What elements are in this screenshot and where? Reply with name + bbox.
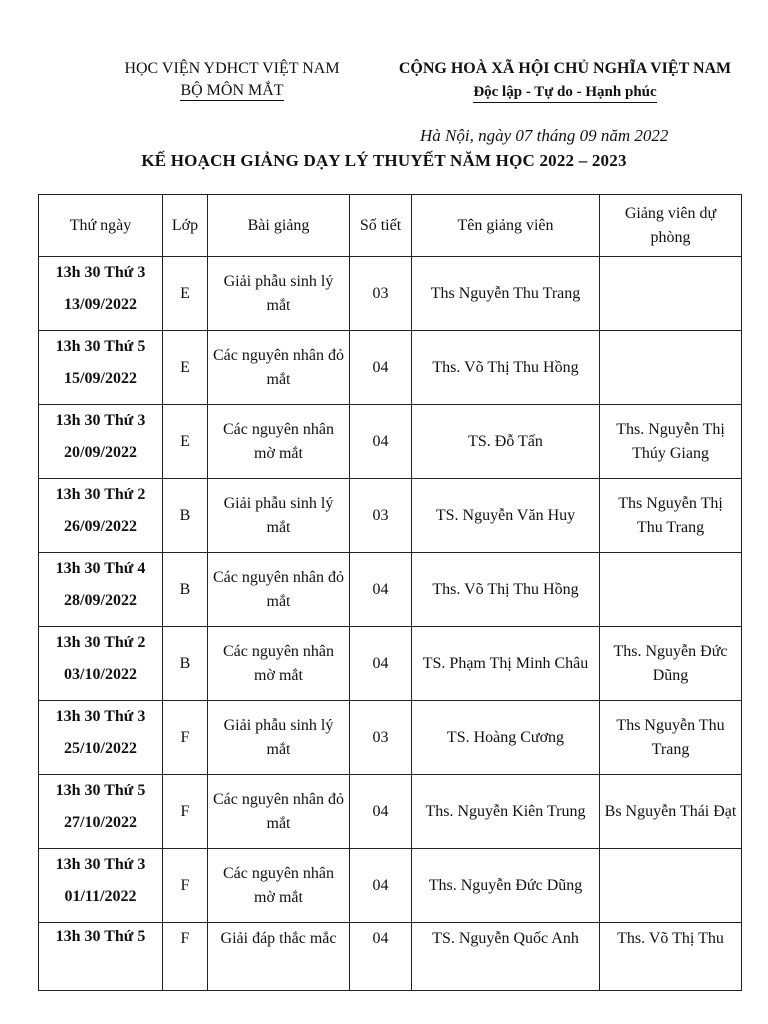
cell-lecturer: Ths Nguyễn Thu Trang [412,257,600,331]
table-row [39,257,742,331]
cell-class: B [163,627,208,701]
cell-lecture: Giải phẫu sinh lý mắt [208,479,350,553]
document-title: KẾ HOẠCH GIẢNG DẠY LÝ THUYẾT NĂM HỌC 2022 – 2023 [141,151,627,170]
table-header-row [39,195,742,257]
cell-lecturer: TS. Nguyễn Văn Huy [412,479,600,553]
cell-lecture: Giải đáp thắc mắc [208,923,350,991]
cell-periods: 03 [350,257,412,331]
cell-periods: 04 [350,627,412,701]
cell-date [39,479,163,553]
cell-date [39,775,163,849]
cell-day: 25/10/2022 [64,740,137,757]
cell-backup: Bs Nguyễn Thái Đạt [600,775,742,849]
cell-lecturer: Ths. Nguyễn Đức Dũng [412,849,600,923]
cell-lecture: Giải phẫu sinh lý mắt [208,257,350,331]
cell-lecture: Các nguyên nhân đỏ mắt [208,331,350,405]
cell-class: E [163,257,208,331]
cell-date [39,627,163,701]
table-row [39,775,742,849]
teaching-plan-table [38,194,742,991]
cell-periods: 03 [350,701,412,775]
cell-date [39,923,163,991]
cell-backup: Ths. Nguyễn Đức Dũng [600,627,742,701]
cell-periods: 04 [350,553,412,627]
cell-periods: 03 [350,479,412,553]
cell-lecturer: Ths. Võ Thị Thu Hồng [412,553,600,627]
cell-backup: Ths. Nguyễn Thị Thúy Giang [600,405,742,479]
cell-class: F [163,701,208,775]
cell-day: 26/09/2022 [64,518,137,535]
national-header [388,58,742,103]
table-row [39,405,742,479]
cell-day: 15/09/2022 [64,370,137,387]
cell-date [39,405,163,479]
column-header-lecturer: Tên giảng viên [412,195,600,257]
cell-lecturer: Ths. Võ Thị Thu Hồng [412,331,600,405]
cell-time: 13h 30 Thứ 3 [55,412,146,429]
cell-periods: 04 [350,923,412,991]
cell-date [39,331,163,405]
cell-periods: 04 [350,775,412,849]
column-header-backup: Giảng viên dự phòng [600,195,742,257]
table-row [39,701,742,775]
cell-class: F [163,775,208,849]
department-name: BỘ MÔN MẮT [180,82,284,99]
cell-time: 13h 30 Thứ 3 [55,264,146,281]
column-header-date: Thứ ngày [39,195,163,257]
cell-date [39,553,163,627]
cell-time: 13h 30 Thứ 2 [55,634,146,651]
cell-day: 13/09/2022 [64,296,137,313]
column-header-class: Lớp [163,195,208,257]
cell-class: B [163,479,208,553]
place-date: Hà Nội, ngày 07 tháng 09 năm 2022 [420,126,669,145]
cell-time: 13h 30 Thứ 3 [55,708,146,725]
cell-date [39,257,163,331]
table-row [39,849,742,923]
cell-lecture: Các nguyên nhân mờ mắt [208,627,350,701]
cell-backup [600,331,742,405]
cell-lecturer: TS. Đỗ Tấn [412,405,600,479]
cell-lecturer: TS. Phạm Thị Minh Châu [412,627,600,701]
cell-lecture: Các nguyên nhân mờ mắt [208,405,350,479]
cell-class: B [163,553,208,627]
cell-lecture: Các nguyên nhân đỏ mắt [208,775,350,849]
country-name: CỘNG HOÀ XÃ HỘI CHỦ NGHĨA VIỆT NAM [398,60,732,77]
cell-lecture: Giải phẫu sinh lý mắt [208,701,350,775]
cell-day: 27/10/2022 [64,814,137,831]
table-row [39,479,742,553]
cell-backup: Ths Nguyễn Thu Trang [600,701,742,775]
cell-backup: Ths. Võ Thị Thu [600,923,742,991]
table-row [39,627,742,701]
table-row [39,553,742,627]
cell-periods: 04 [350,849,412,923]
cell-time: 13h 30 Thứ 3 [55,856,146,873]
cell-day: 28/09/2022 [64,592,137,609]
institution-header [104,58,360,102]
cell-backup [600,257,742,331]
cell-date [39,849,163,923]
cell-lecturer: TS. Nguyễn Quốc Anh [412,923,600,991]
cell-backup [600,849,742,923]
cell-time: 13h 30 Thứ 5 [55,338,146,355]
cell-time: 13h 30 Thứ 4 [55,560,146,577]
cell-time: 13h 30 Thứ 5 [55,928,146,945]
cell-lecture: Các nguyên nhân đỏ mắt [208,553,350,627]
cell-lecture: Các nguyên nhân mờ mắt [208,849,350,923]
cell-periods: 04 [350,405,412,479]
cell-periods: 04 [350,331,412,405]
cell-class: F [163,849,208,923]
column-header-lecture: Bài giảng [208,195,350,257]
table-row [39,923,742,991]
cell-day: 20/09/2022 [64,444,137,461]
national-motto: Độc lập - Tự do - Hạnh phúc [473,83,656,103]
cell-class: E [163,405,208,479]
cell-time: 13h 30 Thứ 5 [55,782,146,799]
cell-date [39,701,163,775]
column-header-periods: Số tiết [350,195,412,257]
cell-time: 13h 30 Thứ 2 [55,486,146,503]
cell-day: 03/10/2022 [64,666,137,683]
cell-backup: Ths Nguyễn Thị Thu Trang [600,479,742,553]
institution-name: HỌC VIỆN YDHCT VIỆT NAM [124,60,340,77]
cell-class: F [163,923,208,991]
cell-lecturer: Ths. Nguyễn Kiên Trung [412,775,600,849]
cell-day: 01/11/2022 [64,888,137,905]
cell-class: E [163,331,208,405]
cell-lecturer: TS. Hoàng Cương [412,701,600,775]
cell-backup [600,553,742,627]
table-row [39,331,742,405]
